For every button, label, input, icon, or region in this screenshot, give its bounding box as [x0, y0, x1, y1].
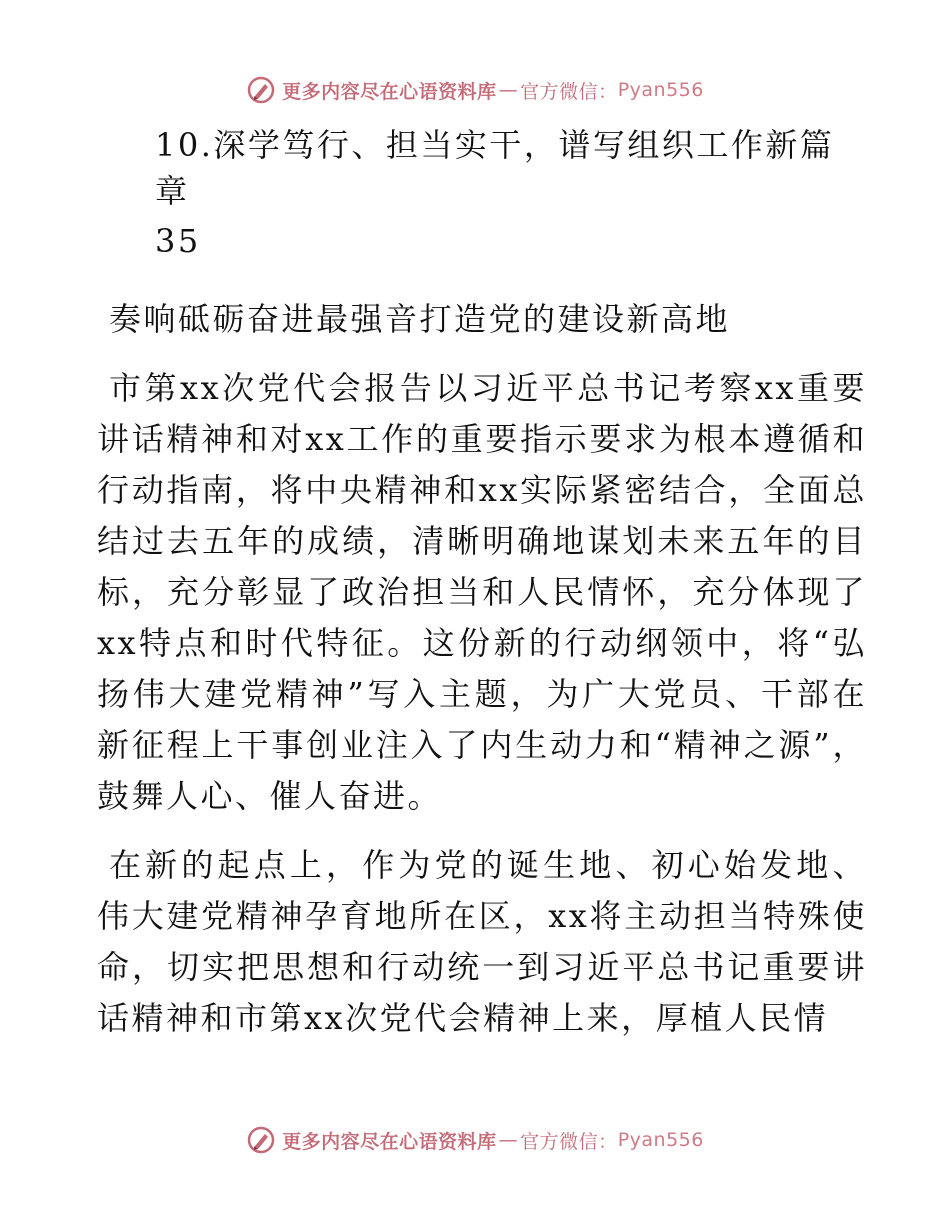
- toc-page-number: 35: [155, 222, 201, 260]
- watermark-wechat-label: 官方微信：: [520, 1130, 618, 1153]
- watermark-wechat-id: Pyan556: [617, 1129, 704, 1151]
- watermark-wechat-id: Pyan556: [617, 79, 704, 101]
- paragraph-1: 市第xx次党代会报告以习近平总书记考察xx重要讲话精神和对xx工作的重要指示要求为根本遵循和行动指南，将中央精神和xx实际紧密结合，全面总结过去五年的成绩，清晰明确地谋划未来五年的目标，充分彰显了政治担当和人民情怀，充分体现了xx特点和时代特征。这份新的行动纲领中，将“弘扬伟大建党精神”写入主题，为广大党员、干部在新征程上干事创业注入了内生动力和“精神之源”，鼓舞人心、催人奋进。: [97, 369, 867, 815]
- toc-entry: 10.深学笃行、担当实干，谱写组织工作新篇章: [155, 126, 835, 210]
- pen-logo-icon: [246, 1125, 276, 1155]
- document-body: [97, 122, 867, 1062]
- watermark-separator: —: [498, 79, 519, 101]
- watermark-wechat-label: 官方微信：: [520, 80, 618, 103]
- section-heading: 奏响砥砺奋进最强音打造党的建设新高地: [109, 300, 731, 338]
- pen-logo-icon: [246, 75, 276, 105]
- watermark-text: 更多内容尽在心语资料库: [282, 1130, 497, 1153]
- paragraph-2: 在新的起点上，作为党的诞生地、初心始发地、伟大建党精神孕育地所在区，xx将主动担当特殊使命，切实把思想和行动统一到习近平总书记重要讲话精神和市第xx次党代会精神上来，厚植人民情: [97, 846, 867, 1037]
- watermark-separator: —: [498, 1129, 519, 1151]
- watermark-footer: [0, 1120, 950, 1160]
- watermark-text: 更多内容尽在心语资料库: [282, 80, 497, 103]
- watermark-header: [0, 70, 950, 110]
